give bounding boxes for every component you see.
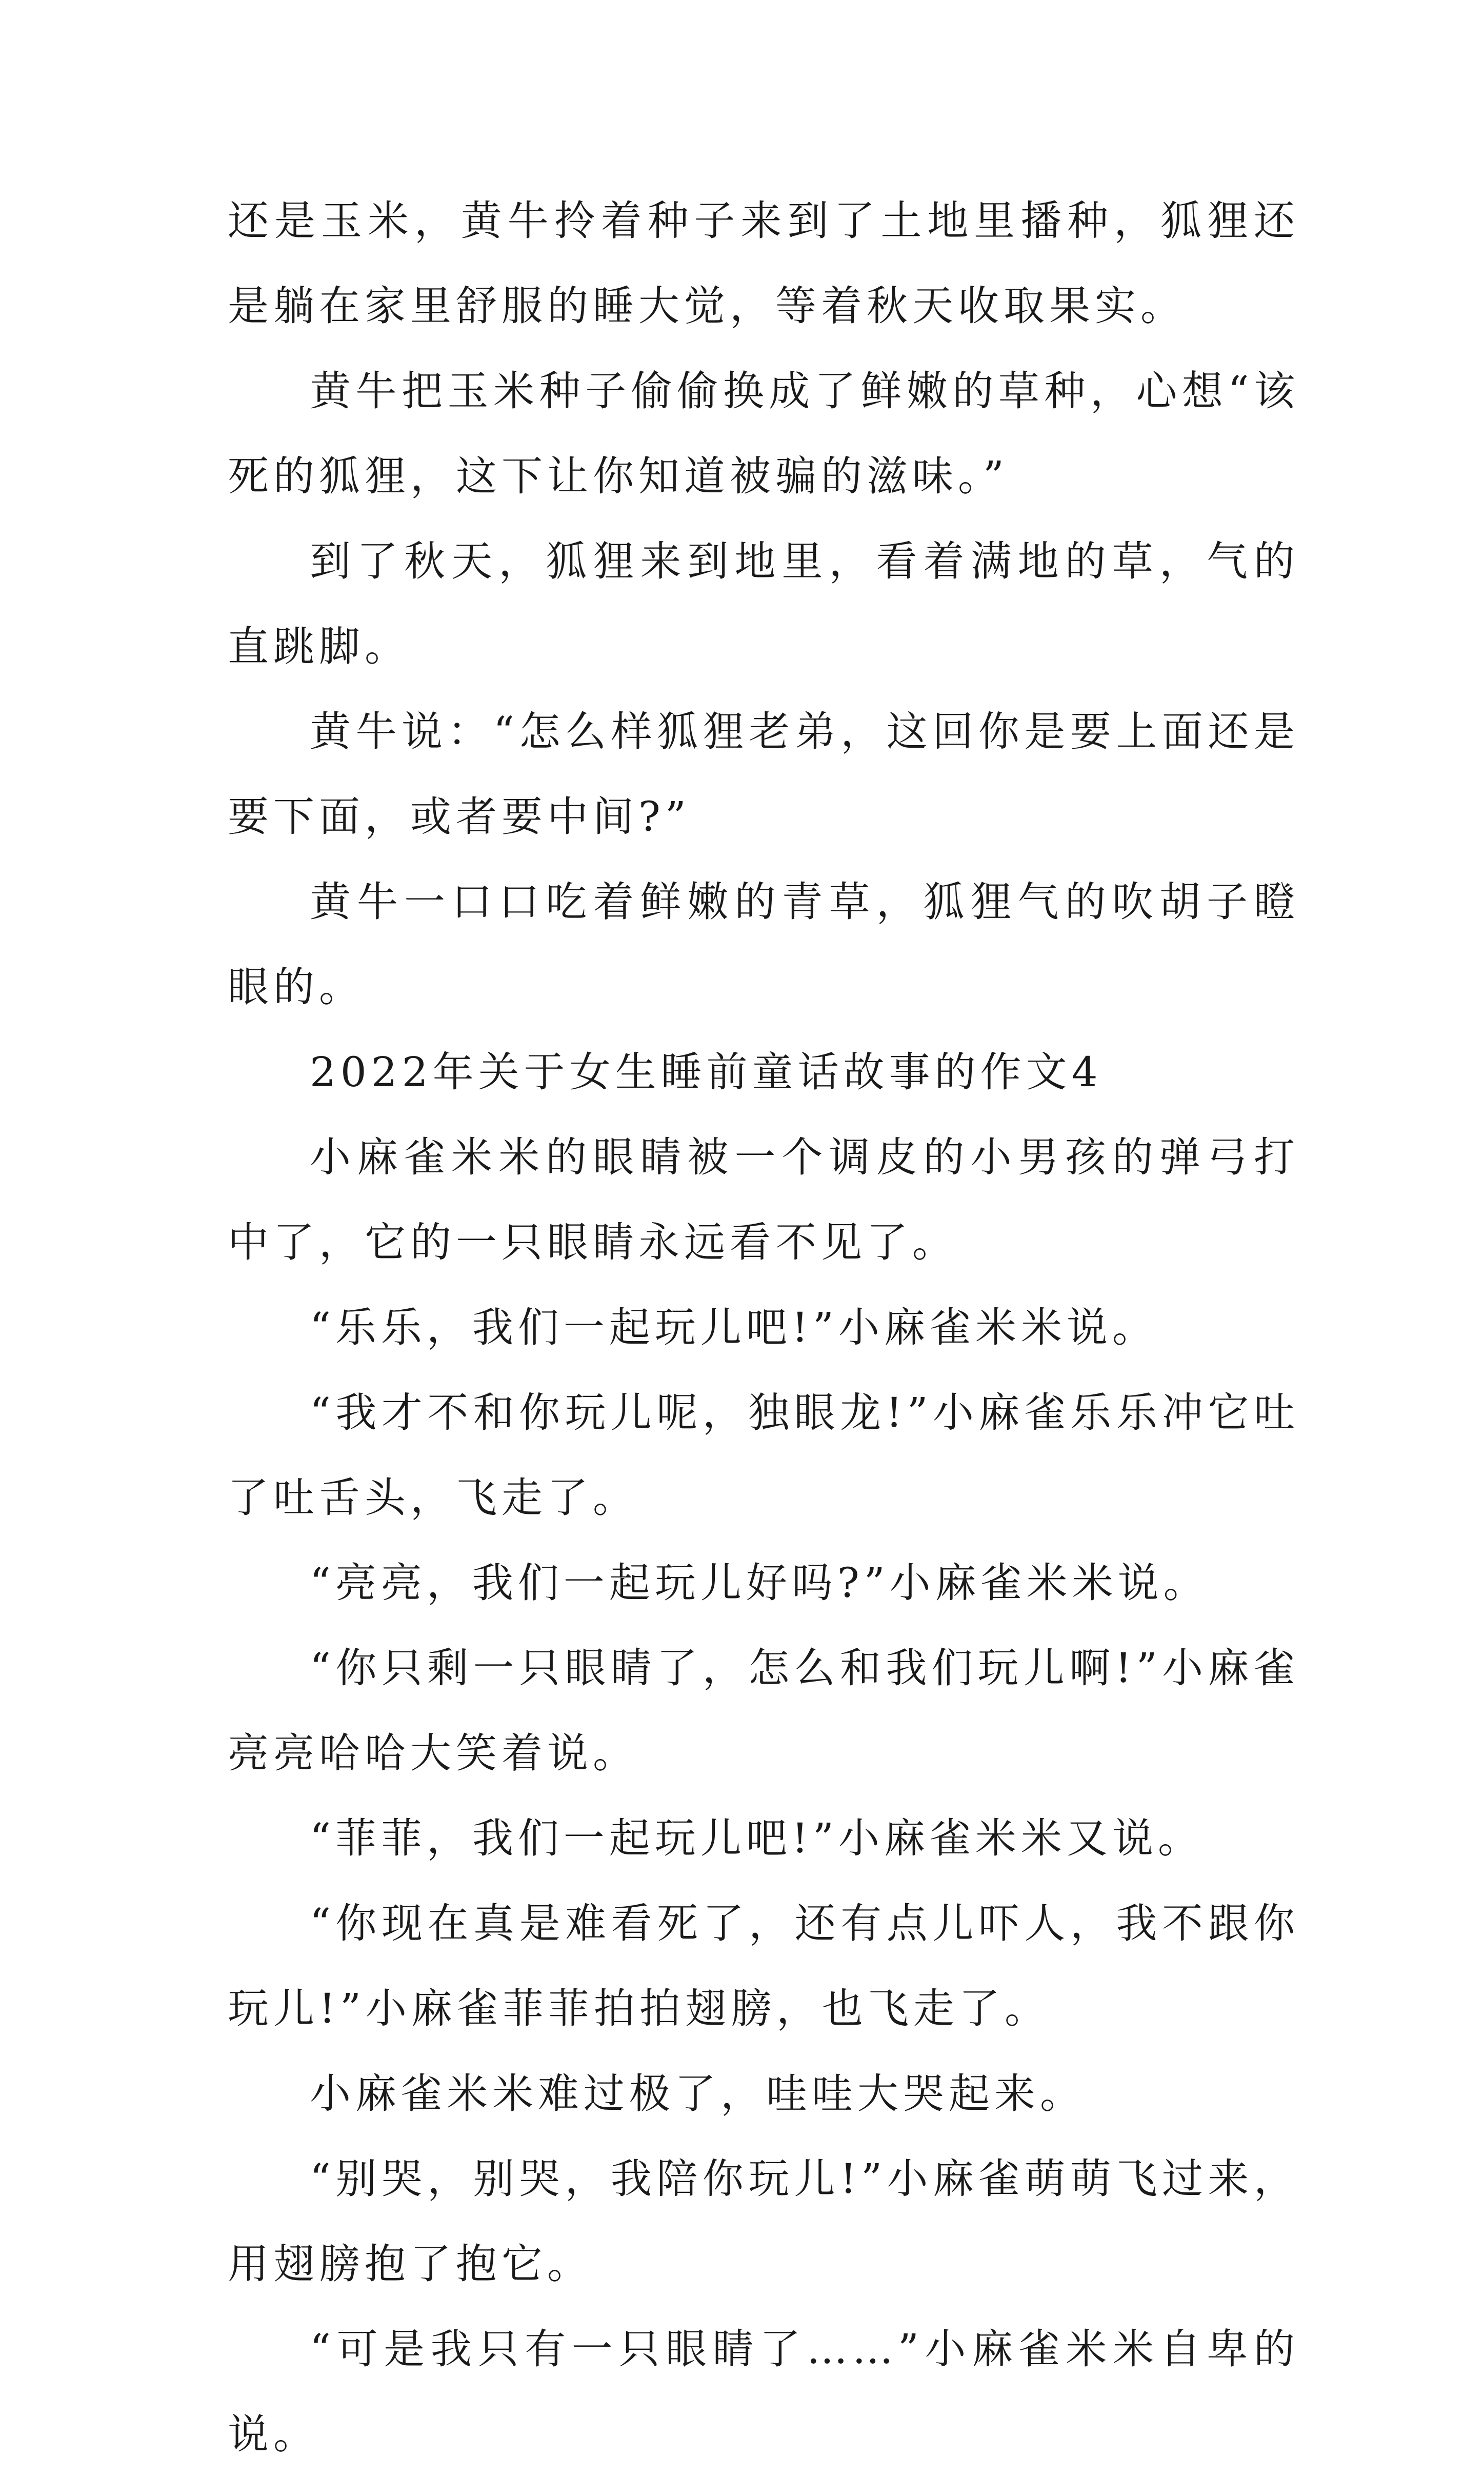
paragraph-11: “你只剩一只眼睛了，怎么和我们玩儿啊!”小麻雀亮亮哈哈大笑着说。 xyxy=(228,1644,1299,1777)
paragraph-4: 黄牛说：“怎么样狐狸老弟，这回你是要上面还是要下面，或者要中间?” xyxy=(228,708,1299,841)
paragraph-8: “乐乐，我们一起玩儿吧!”小麻雀米米说。 xyxy=(310,1304,1158,1351)
section-heading: 2022年关于女生睡前童话故事的作文4 xyxy=(310,1048,1102,1096)
paragraph-5: 黄牛一口口吃着鲜嫩的青草，狐狸气的吹胡子瞪眼的。 xyxy=(228,878,1299,1011)
paragraph-9: “我才不和你玩儿呢，独眼龙!”小麻雀乐乐冲它吐了吐舌头，飞走了。 xyxy=(228,1389,1299,1522)
paragraph-10: “亮亮，我们一起玩儿好吗?”小麻雀米米说。 xyxy=(310,1559,1209,1607)
paragraph-15: “别哭，别哭，我陪你玩儿!”小麻雀萌萌飞过来，用翅膀抱了抱它。 xyxy=(228,2155,1299,2288)
paragraph-16: “可是我只有一只眼睛了……”小麻雀米米自卑的说。 xyxy=(228,2325,1299,2458)
paragraph-2: 黄牛把玉米种子偷偷换成了鲜嫩的草种，心想“该死的狐狸，这下让你知道被骗的滋味。” xyxy=(228,367,1299,500)
paragraph-14: 小麻雀米米难过极了，哇哇大哭起来。 xyxy=(310,2070,1086,2118)
document-body xyxy=(228,178,1299,2477)
paragraph-1: 还是玉米，黄牛拎着种子来到了土地里播种，狐狸还是躺在家里舒服的睡大觉，等着秋天收取果实。 xyxy=(228,197,1299,330)
paragraph-7: 小麻雀米米的眼睛被一个调皮的小男孩的弹弓打中了，它的一只眼睛永远看不见了。 xyxy=(228,1133,1299,1266)
paragraph-12: “菲菲，我们一起玩儿吧!”小麻雀米米又说。 xyxy=(310,1814,1204,1862)
paragraph-3: 到了秋天，狐狸来到地里，看着满地的草，气的直跳脚。 xyxy=(228,537,1299,670)
paragraph-13: “你现在真是难看死了，还有点儿吓人，我不跟你玩儿!”小麻雀菲菲拍拍翅膀，也飞走了。 xyxy=(228,1900,1299,2032)
